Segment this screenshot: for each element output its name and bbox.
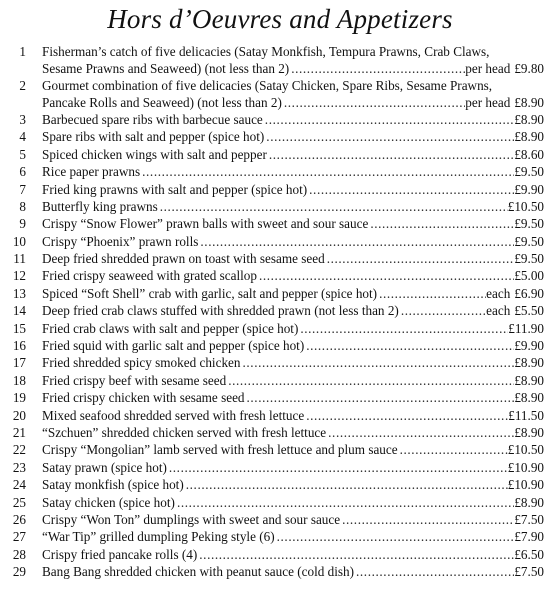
menu-item-price: £8.90 [514,129,544,145]
menu-item-number: 7 [19,181,26,197]
menu-item-price: £5.50 [514,303,544,319]
menu-item [0,425,560,442]
menu-item-price: £9.90 [514,181,544,197]
menu-item-line [42,390,544,407]
menu-item-price: £10.90 [507,477,544,493]
menu-item-unit: each [486,285,511,301]
menu-item-price: £11.50 [508,407,544,423]
menu-item-unit: each [486,303,511,319]
menu-item [0,129,560,146]
menu-item-number: 23 [12,459,26,475]
dot-leader [307,182,514,199]
dot-leader [264,129,514,146]
menu-item-list [0,44,560,581]
menu-item-price: £9.50 [514,233,544,249]
menu-item-line [42,268,544,285]
menu-item-description: Fried crispy seaweed with grated scallop [42,268,257,284]
menu-item-body [42,78,550,111]
menu-item-description: Fisherman’s catch of five delicacies (Satay Monkfish, Tempura Prawns, Crab Claws, [42,44,490,59]
menu-item-body [42,44,550,77]
menu-item-description: Deep fried shredded prawn on toast with sesame seed [42,251,325,267]
dot-leader [140,164,514,181]
menu-item-body [42,408,550,425]
dot-leader [289,61,465,78]
menu-item [0,303,560,320]
menu-item-description: Pancake Rolls and Seaweed) (not less than 2) [42,94,282,110]
menu-item-price: £9.90 [514,338,544,354]
menu-item-number: 20 [12,407,26,423]
menu-item-number: 14 [12,303,26,319]
menu-item-description: Fried crispy chicken with sesame seed [42,390,245,406]
menu-item-number: 18 [12,372,26,388]
menu-item-line [42,234,544,251]
menu-item-line [42,286,544,303]
menu-item-number: 16 [12,338,26,354]
menu-item-line [42,355,544,372]
menu-item-unit: per head [465,60,511,76]
menu-item-description: Fried shredded spicy smoked chicken [42,355,241,371]
menu-item-body [42,512,550,529]
menu-item-body [42,234,550,251]
menu-item-body [42,112,550,129]
menu-item-price: £9.80 [514,60,544,76]
menu-item-description: Fried squid with garlic salt and pepper (spice hot) [42,338,305,354]
menu-item-description: Fried crab claws with salt and pepper (spice hot) [42,320,299,336]
menu-item-body [42,164,550,181]
menu-item [0,78,560,111]
menu-item-body [42,216,550,233]
menu-item-number: 10 [12,233,26,249]
dot-leader [197,547,514,564]
menu-item-price: £8.90 [514,355,544,371]
menu-item-line [42,129,544,146]
dot-leader [398,442,508,459]
menu-item-number: 5 [19,146,26,162]
menu-item-description: Spiced “Soft Shell” crab with garlic, salt and pepper (spice hot) [42,285,378,301]
menu-item-body [42,442,550,459]
menu-item [0,182,560,199]
dot-leader [241,355,515,372]
menu-item [0,495,560,512]
menu-item-number: 3 [19,111,26,127]
menu-item-price: £8.90 [514,390,544,406]
menu-item-price: £7.90 [514,529,544,545]
menu-item-line [42,477,544,494]
menu-item [0,460,560,477]
menu-item [0,355,560,372]
menu-item-description: Mixed seafood shredded served with fresh lettuce [42,407,305,423]
menu-item-line [42,547,544,564]
menu-item-description: Spare ribs with salt and pepper (spice hot) [42,129,265,145]
menu-item-price: £10.90 [507,459,544,475]
menu-item-description: Spiced chicken wings with salt and pepper [42,146,267,162]
menu-item-line [42,216,544,233]
menu-item-line [42,147,544,164]
menu-item-description: Fried king prawns with salt and pepper (spice hot) [42,181,308,197]
menu-item [0,164,560,181]
menu-item [0,268,560,285]
dot-leader [326,425,514,442]
menu-item-price: £8.90 [514,94,544,110]
menu-item-number: 2 [19,77,26,93]
dot-leader [304,408,508,425]
menu-item-line [42,564,544,581]
menu-item-body [42,477,550,494]
menu-item-body [42,460,550,477]
menu-item [0,373,560,390]
dot-leader [245,390,515,407]
menu-item-line [42,512,544,529]
menu-item-description: Butterfly king prawns [42,198,158,214]
menu-item-price: £10.50 [507,198,544,214]
menu-item-number: 15 [12,320,26,336]
menu-item-body [42,547,550,564]
menu-item-number: 26 [12,511,26,527]
menu-item-price: £10.50 [507,442,544,458]
menu-item-line [42,338,544,355]
menu-item-line [42,78,544,95]
dot-leader [198,234,514,251]
menu-item-number: 12 [12,268,26,284]
menu-item-price: £6.90 [514,285,544,301]
menu-item-number: 29 [12,564,26,580]
menu-item-description: Bang Bang shredded chicken with peanut sauce (cold dish) [42,564,355,580]
menu-item-body [42,425,550,442]
menu-item-number: 1 [19,44,26,59]
menu-item-line [42,44,544,61]
menu-item-body [42,338,550,355]
menu-item-body [42,286,550,303]
menu-item [0,547,560,564]
dot-leader [325,251,515,268]
menu-item-line [42,95,544,112]
menu-item-price: £8.90 [514,372,544,388]
menu-item-body [42,147,550,164]
menu-item-line [42,321,544,338]
menu-item [0,338,560,355]
menu-item-price: £8.90 [514,494,544,510]
dot-leader [275,529,515,546]
menu-item-price: £8.90 [514,425,544,440]
menu-item-body [42,321,550,338]
menu-item-price: £11.90 [508,320,544,336]
dot-leader [340,512,514,529]
menu-item-description: Sesame Prawns and Seaweed) (not less than 2) [42,60,290,76]
menu-item-price: £6.50 [514,546,544,562]
menu-item-number: 9 [19,216,26,232]
dot-leader [226,373,514,390]
dot-leader [399,303,486,320]
menu-item-line [42,442,544,459]
menu-item-number: 19 [12,390,26,406]
menu-item [0,564,560,581]
menu-item [0,147,560,164]
dot-leader [377,286,486,303]
menu-item-line [42,373,544,390]
menu-item-description: Crispy fried pancake rolls (4) [42,546,198,562]
menu-item-line [42,251,544,268]
menu-item-price: £7.50 [514,511,544,527]
menu-item-body [42,373,550,390]
menu-item [0,216,560,233]
dot-leader [304,338,514,355]
menu-item-number: 21 [12,425,26,440]
menu-item-body [42,390,550,407]
menu-item [0,512,560,529]
menu-item-line [42,112,544,129]
menu-item-description: Deep fried crab claws stuffed with shredded prawn (not less than 2) [42,303,399,319]
dot-leader [167,460,508,477]
menu-item-description: Crispy “Mongolian” lamb served with fresh lettuce and plum sauce [42,442,398,458]
menu-item-line [42,425,544,442]
menu-item-number: 11 [13,251,26,267]
menu-item [0,251,560,268]
menu-item-number: 28 [12,546,26,562]
menu-item-description: Crispy “Snow Flower” prawn balls with sweet and sour sauce [42,216,369,232]
menu-item-number: 24 [12,477,26,493]
dot-leader [354,564,514,581]
menu-item-number: 25 [12,494,26,510]
dot-leader [175,495,514,512]
menu-item-price: £9.50 [514,251,544,267]
dot-leader [158,199,508,216]
menu-item-body [42,251,550,268]
menu-item-description: Gourmet combination of five delicacies (Satay Chicken, Spare Ribs, Sesame Prawns, [42,77,493,93]
menu-item-line [42,460,544,477]
menu-item-number: 22 [12,442,26,458]
dot-leader [298,321,508,338]
dot-leader [257,268,514,285]
menu-item-number: 6 [19,164,26,180]
menu-item [0,321,560,338]
menu-item-unit: per head [465,94,511,110]
menu-item [0,44,560,77]
menu-item-price: £9.50 [514,164,544,180]
dot-leader [282,95,465,112]
menu-item-price: £7.50 [514,564,544,580]
dot-leader [184,477,508,494]
dot-leader [368,216,514,233]
menu-item-body [42,564,550,581]
menu-item [0,199,560,216]
menu-item [0,477,560,494]
menu-item-body [42,495,550,512]
menu-item-line [42,303,544,320]
menu-item-price: £5.00 [514,268,544,284]
page-title: Hors d’Oeuvres and Appetizers [107,4,453,34]
menu-item-description: Barbecued spare ribs with barbecue sauce [42,111,263,127]
menu-item-line [42,199,544,216]
menu-item-line [42,164,544,181]
menu-item-description: Satay chicken (spice hot) [42,494,175,510]
menu-item-description: Crispy “Phoenix” prawn rolls [42,233,199,249]
menu-item [0,529,560,546]
menu-item-description: Satay monkfish (spice hot) [42,477,184,493]
menu-item-price: £9.50 [514,216,544,232]
menu-item [0,390,560,407]
menu-item-body [42,303,550,320]
menu-item [0,442,560,459]
dot-leader [263,112,515,129]
menu-item-body [42,268,550,285]
menu-item-line [42,182,544,199]
menu-item-price: £8.90 [514,111,544,127]
menu-item [0,408,560,425]
menu-item-number: 8 [19,198,26,214]
menu-item-description: Rice paper prawns [42,164,141,180]
menu-item-number: 4 [19,129,26,145]
menu-item-body [42,529,550,546]
menu-item-body [42,129,550,146]
menu-item-body [42,182,550,199]
menu-item [0,286,560,303]
menu-item-description: Fried crispy beef with sesame seed [42,372,227,388]
menu-item-description: “Szchuen” shredded chicken served with fresh lettuce [42,425,327,440]
dot-leader [267,147,514,164]
menu-item-number: 13 [12,285,26,301]
menu-item-number: 17 [12,355,26,371]
menu-item [0,234,560,251]
menu-item-description: “War Tip” grilled dumpling Peking style (6) [42,529,275,545]
menu-item-description: Satay prawn (spice hot) [42,459,167,475]
menu-item-line [42,495,544,512]
menu-item-body [42,355,550,372]
menu-item-body [42,199,550,216]
menu-item-description: Crispy “Won Ton” dumplings with sweet and sour sauce [42,511,341,527]
menu-item-line [42,61,544,78]
menu-item-line [42,529,544,546]
menu-item-line [42,408,544,425]
menu-item-price: £8.60 [514,146,544,162]
menu-item-number: 27 [12,529,26,545]
menu-item [0,112,560,129]
